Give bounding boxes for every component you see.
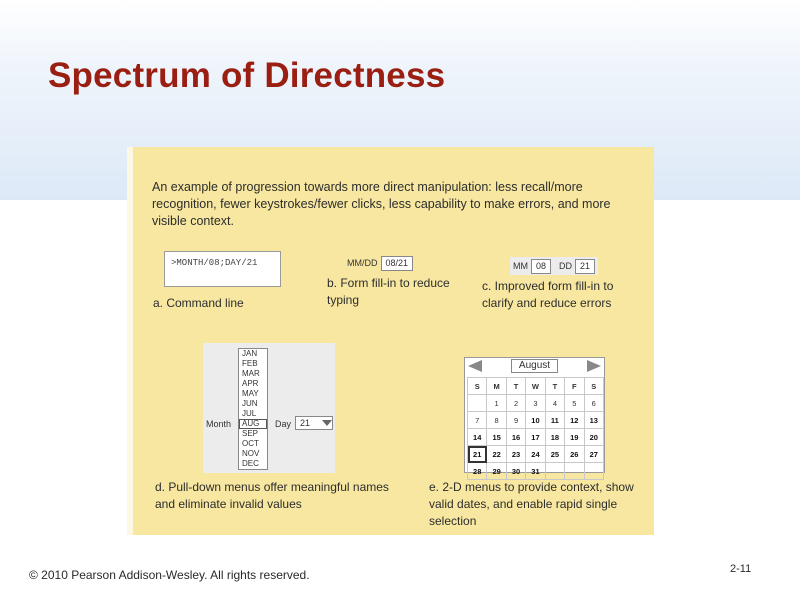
command-line-text: >MONTH/08;DAY/21 xyxy=(171,258,258,268)
day-select-value: 21 xyxy=(300,418,311,428)
calendar-day: 23 xyxy=(506,446,525,463)
month-option: DEC xyxy=(242,459,259,468)
calendar-day: 6 xyxy=(584,395,603,412)
figure-intro: An example of progression towards more direct manipulation: less recall/more recognition, fewer keystrokes/fewer clicks, less capability to make errors, and more visible context. xyxy=(152,180,611,228)
next-arrow-icon xyxy=(587,360,601,372)
month-option: JAN xyxy=(242,349,258,358)
calendar-day: 3 xyxy=(526,395,545,412)
month-option: JUN xyxy=(242,399,258,408)
calendar-day: 19 xyxy=(565,429,584,446)
caption-d: d. Pull-down menus offer meaningful names and eliminate invalid values xyxy=(155,480,389,511)
weekday-header: M xyxy=(487,378,506,395)
calendar-day: 20 xyxy=(584,429,603,446)
weekday-header: F xyxy=(565,378,584,395)
calendar-week xyxy=(468,395,604,412)
calendar-day: 29 xyxy=(487,463,506,480)
figure-panel xyxy=(127,147,654,535)
chevron-down-icon xyxy=(322,420,332,426)
calendar-day: 5 xyxy=(565,395,584,412)
figure-edge xyxy=(127,147,133,535)
improved-form xyxy=(510,257,598,275)
calendar-day: 18 xyxy=(545,429,564,446)
calendar-day: 7 xyxy=(468,412,487,429)
mmdd-field: 08/21 xyxy=(381,256,414,271)
month-option: APR xyxy=(242,379,259,388)
calendar-day: 28 xyxy=(468,463,487,480)
mm-field: 08 xyxy=(531,259,551,274)
calendar-day: 4 xyxy=(545,395,564,412)
calendar-header xyxy=(465,358,604,374)
month-option: SEP xyxy=(242,429,259,438)
page-number: 2-11 xyxy=(730,563,752,575)
month-label: Month xyxy=(206,419,232,429)
calendar-day: 10 xyxy=(526,412,545,429)
calendar-day: 25 xyxy=(545,446,564,463)
weekday-header: T xyxy=(545,378,564,395)
calendar-day: 14 xyxy=(468,429,487,446)
month-option: OCT xyxy=(242,439,259,448)
calendar-week xyxy=(468,412,604,429)
dd-label: DD xyxy=(559,261,573,271)
weekday-header: S xyxy=(584,378,603,395)
calendar-week xyxy=(468,429,604,446)
weekday-header: W xyxy=(526,378,545,395)
month-option: FEB xyxy=(242,359,258,368)
month-option: JUL xyxy=(242,409,257,418)
calendar-day: 16 xyxy=(506,429,525,446)
calendar-day: 8 xyxy=(487,412,506,429)
calendar-day xyxy=(545,463,564,480)
calendar-day xyxy=(584,463,603,480)
caption-a: a. Command line xyxy=(153,296,244,310)
calendar-day: 24 xyxy=(526,446,545,463)
calendar-week xyxy=(468,463,604,480)
calendar-day: 15 xyxy=(487,429,506,446)
slide-title: Spectrum of Directness xyxy=(48,56,446,95)
calendar-day: 21 xyxy=(468,446,487,463)
calendar-day: 17 xyxy=(526,429,545,446)
copyright-notice: © 2010 Pearson Addison-Wesley. All rights reserved. xyxy=(29,568,310,582)
calendar-day xyxy=(468,395,487,412)
calendar-day xyxy=(565,463,584,480)
pulldown-panel xyxy=(203,343,335,473)
calendar-day: 26 xyxy=(565,446,584,463)
day-label: Day xyxy=(275,419,292,429)
month-option: AUG xyxy=(239,419,267,429)
caption-e: e. 2-D menus to provide context, show valid dates, and enable rapid single selection xyxy=(429,480,634,528)
caption-c: c. Improved form fill-in to clarify and reduce errors xyxy=(482,279,614,310)
calendar-day: 31 xyxy=(526,463,545,480)
month-option: MAY xyxy=(242,389,259,398)
day-select xyxy=(295,416,333,430)
previous-arrow-icon xyxy=(468,360,482,372)
calendar-day: 30 xyxy=(506,463,525,480)
weekday-header: T xyxy=(506,378,525,395)
dd-field: 21 xyxy=(575,259,595,274)
calendar-day: 13 xyxy=(584,412,603,429)
calendar-day: 2 xyxy=(506,395,525,412)
month-option: NOV xyxy=(242,449,260,458)
command-line-box xyxy=(164,251,281,287)
calendar-widget xyxy=(464,357,605,476)
calendar-grid xyxy=(467,377,604,480)
calendar-week xyxy=(468,446,604,463)
weekday-header: S xyxy=(468,378,487,395)
calendar-day: 1 xyxy=(487,395,506,412)
calendar-day: 11 xyxy=(545,412,564,429)
mm-label: MM xyxy=(513,261,528,271)
form-fill-in xyxy=(347,255,413,271)
calendar-month: August xyxy=(511,359,558,373)
calendar-day: 27 xyxy=(584,446,603,463)
month-option: MAR xyxy=(242,369,260,378)
mmdd-label: MM/DD xyxy=(347,258,378,268)
calendar-day: 22 xyxy=(487,446,506,463)
month-pulldown-list xyxy=(238,348,268,470)
calendar-day: 12 xyxy=(565,412,584,429)
calendar-day: 9 xyxy=(506,412,525,429)
caption-b: b. Form fill-in to reduce typing xyxy=(327,276,450,307)
